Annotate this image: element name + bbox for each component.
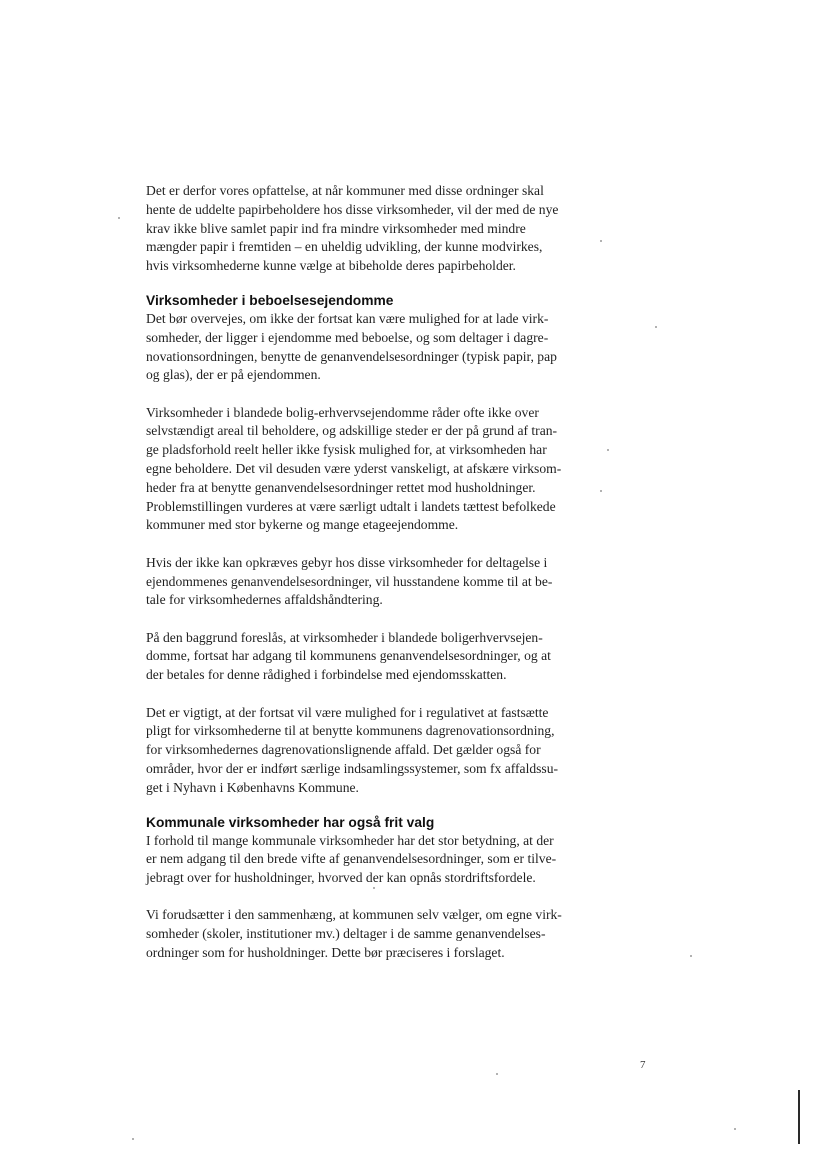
text-line: hvis virksomhederne kunne vælge at bibeholde deres papirbeholder.: [146, 258, 516, 274]
text-line: get i Nyhavn i Københavns Kommune.: [146, 779, 359, 795]
text-line: egne beholdere. Det vil desuden være yderst vanskeligt, at afskære virksom-: [146, 461, 562, 477]
text-line: hente de uddelte papirbeholdere hos disse virksomheder, vil der med de nye: [146, 201, 559, 217]
scan-speck: [607, 449, 609, 451]
text-line: På den baggrund foreslås, at virksomheder i blandede boligerhvervsejen-: [146, 629, 543, 645]
paragraph-residential-businesses: [146, 310, 616, 385]
text-line: ordninger som for husholdninger. Dette bør præciseres i forslaget.: [146, 945, 505, 960]
text-line: selvstændigt areal til beholdere, og adskillige steder er der på grund af tran-: [146, 423, 558, 439]
scan-speck: [373, 887, 375, 889]
text-line: Hvis der ikke kan opkræves gebyr hos disse virksomheder for deltagelse i: [146, 554, 548, 570]
text-line: domme, fortsat har adgang til kommunens genanvendelsesordninger, og at: [146, 648, 551, 664]
paragraph-proposal: [146, 629, 616, 685]
text-line: kommuner med stor bykerne og mange etageejendomme.: [146, 517, 459, 533]
scan-speck: [118, 217, 120, 219]
text-line: Vi forudsætter i den sammenhæng, at kommunen selv vælger, om egne virk-: [146, 907, 562, 923]
text-line: ge pladsforhold reelt heller ikke fysisk mulighed for, at virksomheden har: [146, 442, 547, 458]
text-line: områder, hvor der er indført særlige indsamlingssystemer, som fx affaldssu-: [146, 760, 559, 776]
text-line: jebragt over for husholdninger, hvorved der kan opnås stordriftsfordele.: [146, 870, 536, 886]
text-line: tale for virksomhedernes affaldshåndtering.: [146, 592, 383, 608]
scan-speck: [600, 490, 602, 492]
text-line: og glas), der er på ejendommen.: [146, 367, 321, 383]
text-line: pligt for virksomhederne til at benytte kommunens dagrenovationsordning,: [146, 723, 555, 739]
text-line: heder fra at benytte genanvendelsesordninger rettet mod husholdninger.: [146, 479, 536, 495]
paragraph-paper-collection: [146, 182, 616, 276]
page-number: 7: [640, 1059, 646, 1071]
text-line: Det er vigtigt, at der fortsat vil være mulighed for i regulativet at fastsætte: [146, 704, 549, 720]
paragraph-municipal-access: [146, 832, 616, 888]
scan-speck: [690, 955, 692, 957]
text-line: I forhold til mange kommunale virksomheder har det stor betydning, at der: [146, 832, 554, 848]
scan-speck: [734, 1128, 736, 1130]
scan-speck: [655, 326, 657, 328]
text-line: ejendommenes genanvendelsesordninger, vil husstandene komme til at be-: [146, 573, 553, 589]
text-line: novationsordningen, benytte de genanvendelsesordninger (typisk papir, pap: [146, 348, 557, 364]
body-text: [146, 182, 616, 963]
text-line: Det bør overvejes, om ikke der fortsat kan være mulighed for at lade virk-: [146, 310, 549, 326]
scan-edge-mark: [798, 1090, 800, 1144]
text-line: Problemstillingen vurderes at være særligt udtalt i landets tættest befolkede: [146, 498, 556, 514]
text-line: somheder (skoler, institutioner mv.) deltager i de samme genanvendelses-: [146, 926, 546, 942]
section-heading-residential: Virksomheder i beboelsesejendomme: [146, 292, 394, 308]
text-line: Det er derfor vores opfattelse, at når kommuner med disse ordninger skal: [146, 183, 544, 198]
paragraph-municipal-choice: [146, 906, 616, 962]
paragraph-mixed-properties: [146, 404, 616, 536]
scan-speck: [600, 240, 602, 242]
paragraph-regulation: [146, 704, 616, 798]
text-line: somheder, der ligger i ejendomme med beboelse, og som deltager i dagre-: [146, 329, 549, 345]
text-line: er nem adgang til den brede vifte af genanvendelsesordninger, som er tilve-: [146, 851, 557, 867]
text-line: mængder papir i fremtiden – en uheldig udvikling, der kunne modvirkes,: [146, 239, 543, 255]
text-line: krav ikke blive samlet papir ind fra mindre virksomheder med mindre: [146, 220, 526, 236]
text-line: for virksomhedernes dagrenovationslignende affald. Det gælder også for: [146, 742, 541, 758]
text-line: Virksomheder i blandede bolig-erhvervsejendomme råder ofte ikke over: [146, 404, 539, 420]
text-line: der betales for denne rådighed i forbindelse med ejendomsskatten.: [146, 667, 507, 683]
section-heading-municipal: Kommunale virksomheder har også frit valg: [146, 814, 435, 830]
scan-speck: [132, 1138, 134, 1140]
scan-speck: [496, 1073, 498, 1075]
paragraph-fees: [146, 554, 616, 610]
